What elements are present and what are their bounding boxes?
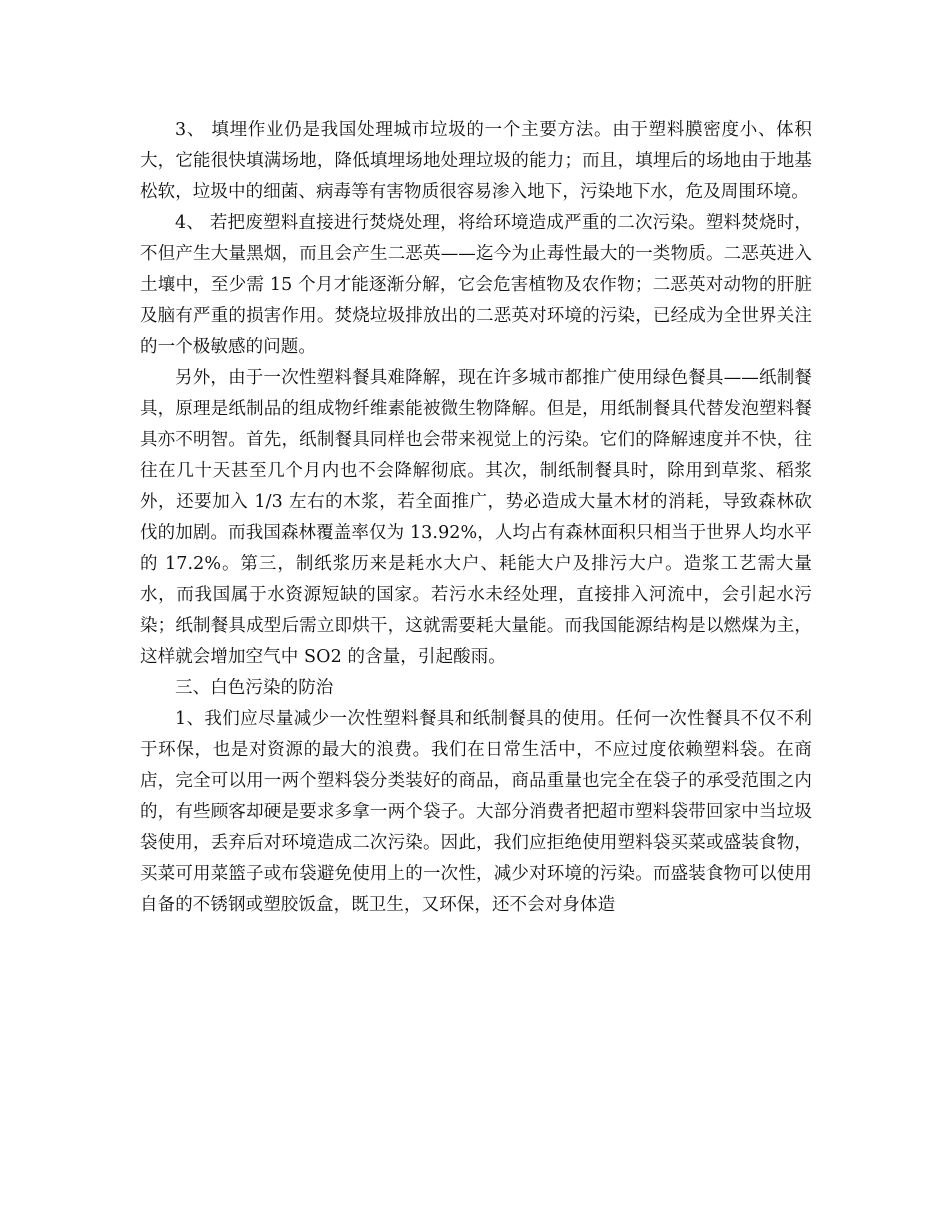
paragraph-reduce-usage: 1、我们应尽量减少一次性塑料餐具和纸制餐具的使用。任何一次性餐具不仅不利于环保，也是对资源的最大的浪费。我们在日常生活中，不应过度依赖塑料袋。在商店，完全可以用一两个塑料袋分类装好的商品，商品重量也完全在袋子的承受范围之内的，有些顾客却硬是要求多拿一两个袋子。大部分消费者把超市塑料袋带回家中当垃圾袋使用，丢弃后对环境造成二次污染。因此，我们应拒绝使用塑料袋买菜或盛装食物，买菜可用菜篮子或布袋避免使用上的一次性，减少对环境的污染。而盛装食物可以使用自备的不锈钢或塑胶饭盒，既卫生，又环保，还不会对身体造 [140,709,812,915]
paragraph-paper-tableware: 另外，由于一次性塑料餐具难降解，现在许多城市都推广使用绿色餐具——纸制餐具，原理是纸制品的组成物纤维素能被微生物降解。但是，用纸制餐具代替发泡塑料餐具亦不明智。首先，纸制餐具同样也会带来视觉上的污染。它们的降解速度并不快，往往在几十天甚至几个月内也不会降解彻底。其次，制纸制餐具时，除用到草浆、稻浆外，还要加入 1/3 左右的木浆，若全面推广，势必造成大量木材的消耗，导致森林砍伐的加剧。而我国森林覆盖率仅为 13.92%，人均占有森林面积只相当于世界人均水平的 17.2%。第三，制纸浆历来是耗水大户、耗能大户及排污大户。造浆工艺需大量水，而我国属于水资源短缺的国家。若污水未经处理，直接排入河流中，会引起水污染；纸制餐具成型后需立即烘干，这就需要耗大量能。而我国能源结构是以燃煤为主，这样就会增加空气中 SO2 的含量，引起酸雨。 [140,368,812,667]
section-heading-prevention: 三、白色污染的防治 [175,678,334,698]
paragraph-incineration: 4、 若把废塑料直接进行焚烧处理，将给环境造成严重的二次污染。塑料焚烧时，不但产生大量黑烟，而且会产生二恶英——迄今为止毒性最大的一类物质。二恶英进入土壤中，至少需 15 个月才能逐渐分解，它会危害植物及农作物；二恶英对动物的肝脏及脑有严重的损害作用。焚烧垃圾排放出的二恶英对环境的污染，已经成为全世界关注的一个极敏感的问题。 [140,213,812,357]
document-body [140,115,812,921]
paragraph-landfill: 3、 填埋作业仍是我国处理城市垃圾的一个主要方法。由于塑料膜密度小、体积大，它能很快填满场地，降低填埋场地处理垃圾的能力；而且，填埋后的场地由于地基松软，垃圾中的细菌、病毒等有害物质很容易渗入地下，污染地下水，危及周围环境。 [140,120,812,202]
